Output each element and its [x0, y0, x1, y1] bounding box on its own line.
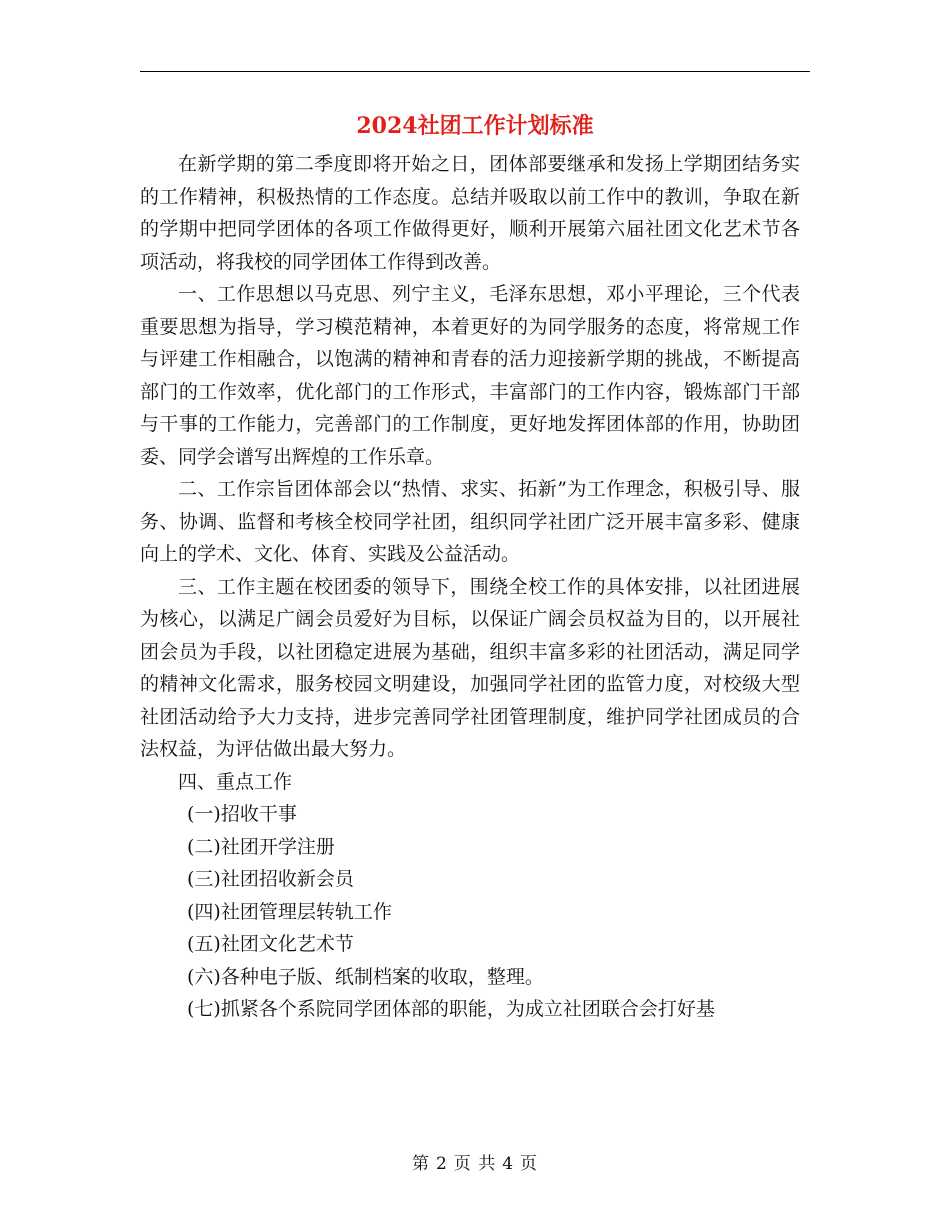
paragraph-work-thought: 一、工作思想以马克思、列宁主义，毛泽东思想，邓小平理论，三个代表重要思想为指导，学习模范精神，本着更好的为同学服务的态度，将常规工作与评建工作相融合，以饱满的精神和青春的活力迎接新学期的挑战，不断提高部门的工作效率，优化部门的工作形式，丰富部门的工作内容，锻炼部门干部与干事的工作能力，完善部门的工作制度，更好地发挥团体部的作用，协助团委、同学会谱写出辉煌的工作乐章。: [140, 283, 800, 468]
paragraph-work-purpose: 二、工作宗旨团体部会以“热情、求实、拓新”为工作理念，积极引导、服务、协调、监督和考核全校同学社团，组织同学社团广泛开展丰富多彩、健康向上的学术、文化、体育、实践及公益活动。: [140, 478, 800, 565]
paragraph-work-theme: 三、工作主题在校团委的领导下，围绕全校工作的具体安排，以社团进展为核心，以满足广阔会员爱好为目标，以保证广阔会员权益为目的，以开展社团会员为手段，以社团稳定进展为基础，组织丰富多彩的社团活动，满足同学的精神文化需求，服务校园文明建设，加强同学社团的监管力度，对校级大型社团活动给予大力支持，进步完善同学社团管理制度，维护同学社团成员的合法权益，为评估做出最大努力。: [140, 575, 800, 760]
key-work-list: [140, 798, 800, 1026]
list-item: (七)抓紧各个系院同学团体部的职能，为成立社团联合会打好基: [187, 998, 715, 1020]
paragraph-intro: 在新学期的第二季度即将开始之日，团体部要继承和发扬上学期团结务实的工作精神，积极热情的工作态度。总结并吸取以前工作中的教训，争取在新的学期中把同学团体的各项工作做得更好，顺利开展第六届社团文化艺术节各项活动，将我校的同学团体工作得到改善。: [140, 153, 800, 273]
list-item: (二)社团开学注册: [187, 835, 335, 858]
footer-suffix: 页: [520, 1154, 539, 1174]
document-title: 2024社团工作计划标准: [356, 113, 594, 139]
list-item: (四)社团管理层转轨工作: [187, 900, 392, 923]
current-page-number: 2: [435, 1154, 448, 1174]
page-footer: [0, 1152, 950, 1176]
footer-middle: 页 共: [453, 1154, 497, 1174]
paragraph-key-work-heading: 四、重点工作: [178, 770, 293, 793]
list-item: (五)社团文化艺术节: [187, 933, 354, 955]
total-pages-number: 4: [502, 1154, 515, 1174]
list-item: (一)招收干事: [187, 803, 297, 825]
document-body: [140, 148, 800, 1026]
footer-prefix: 第: [411, 1154, 430, 1174]
header-rule: [140, 71, 810, 72]
list-item: (六)各种电子版、纸制档案的收取，整理。: [187, 965, 544, 988]
list-item: (三)社团招收新会员: [187, 868, 354, 890]
